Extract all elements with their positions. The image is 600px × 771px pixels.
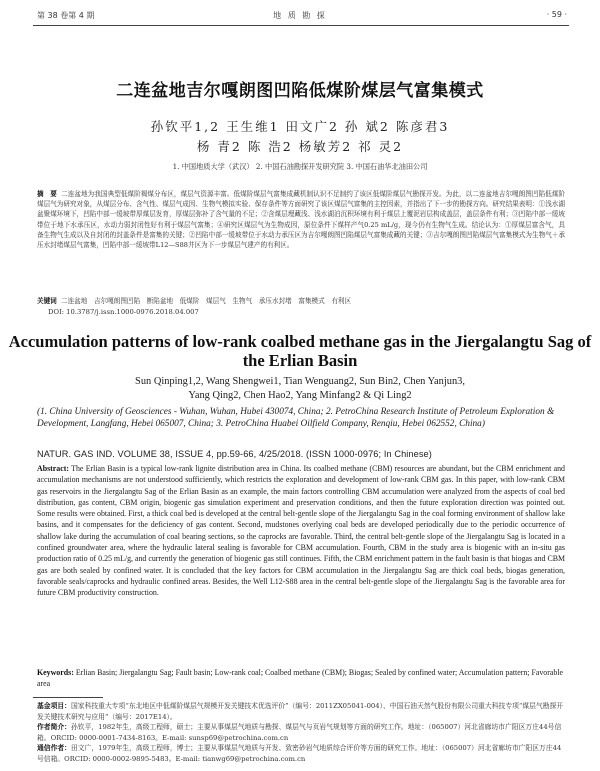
header-rule xyxy=(33,25,569,26)
en-abstract-text: The Erlian Basin is a typical low-rank lignite distribution area in China. Its coalbed methane (CBM) resources are abundant, but the CBM enrichment and accumulation mechanisms are not understood sufficiently, which restricts the exploration and development of low-rank CBM gas. In this paper, with low-rank CBM gas reservoirs in the Jiergalangtu Sag of the Erlian Basin as an example, the main factors controlling CBM accumulation were analyzed from the aspects of coal bed distribution, gas content, CBM origin, biogenic gas simulation experiment and preservation conditions, and then the future exploration direction was pointed out. Some results were obtained. First, a thick coal bed is developed at the central belt-gentle slope of the Jiergalangtu Sag in the coal forming environment of shallow lake basins, and it compensates for the deficiency of gas content. Second, mudstones overlying coal beds are developed periodically due to the periodic occurrence of shallow lake during the accumulation of coal bearing sections, so the caprocks are favorable. Third, the central belt-gentle slope of the Jiergalangtu Sag is located in a confined groundwater area, where the hydraulic lateral sealing is favorable for CBM accumulation. Fourth, CBM in the study area is biogenic with an in-situ gas production ratio of 0.25 mL/g, and currently the generation of biogenic gas still continues. Fifth, the CBM enrichment pattern in the fault basin is that biogas and CBM gas are both sealed by confined water. It is concluded that the key factors for CBM accumulation in the Jiergalangtu Sag are thick coal beds, biogas generation, favorable seals/caprocks and hydraulic confined areas. Besides, the Well L12-S88 area in the central belt-gentle slope of the Jiergalangtu Sag is the favorable area for future CBM productivity construction. xyxy=(37,464,565,598)
cn-affiliations: 1. 中国地质大学（武汉） 2. 中国石油勘探开发研究院 3. 中国石油华北油田公司 xyxy=(172,162,428,171)
citation: NATUR. GAS IND. VOLUME 38, ISSUE 4, pp.59-66, 4/25/2018. (ISSN 1000-0976; In Chinese) xyxy=(37,449,432,459)
en-abstract xyxy=(37,463,565,599)
cn-abstract-text: 二连盆地为我国典型低煤阶褐煤分布区，煤层气资源丰富。低煤阶煤层气富集成藏机制认识不足制约了该区低煤阶煤层气勘探开发。为此，以二连盆地吉尔嘎朗图凹陷低煤阶煤层气为研究对象，从煤层分布、含气性、煤层气成因、生物气模拟实验、保存条件等方面研究了该区煤层气富集的主控因素，并指出了下一步的勘探方向。研究结果表明：①浅水湖盆聚煤环境下，凹陷中部一缓坡带厚煤层发育，厚煤层弥补了含气量的不足；②含煤层埋藏浅、浅水湖泊沉积环境有利于煤层上覆泥岩层构成盖层，盖层条件有利；③凹陷中部一缓坡带位于地下水承压区，水动力弱封闭性好有利于煤层气富集；④研究区煤层气为生物成因，原位条件下煤样产气0.25 mL/g，现今仍有生物气生成。结论认为：①厚煤层富含气，具备生物气生成以及自封闭的封盖条件是富集的关键；②凹陷中部一缓坡带位于水动力承压区为吉尔嘎朗图凹陷煤层气富集成藏的关键；③吉尔嘎朗图凹陷煤层气富集模式为生物气＋承压水封堵煤层气富集，凹陷中部一缓坡带L12—S88井区为下一步煤层气建产的有利区。 xyxy=(37,190,565,250)
cn-abstract-label: 摘 要 xyxy=(37,190,57,198)
en-authors-line2: Yang Qing2, Chen Hao2, Yang Minfang2 & Qi Ling2 xyxy=(188,390,412,401)
en-keywords xyxy=(37,667,565,690)
en-keywords-label: Keywords: xyxy=(37,668,74,677)
footnote-rule xyxy=(33,697,103,698)
cn-authors-line2: 杨 青2 陈 浩2 杨敏芳2 祁 灵2 xyxy=(196,139,404,154)
author-label: 作者简介： xyxy=(37,723,71,732)
en-keywords-text: Erlian Basin; Jiergalangtu Sag; Fault basin; Low-rank coal; Coalbed methane (CBM); Biogas; Sealed by confined water; Accumulation pattern; Favorable area xyxy=(37,668,564,689)
en-affiliations: (1. China University of Geosciences - Wuhan, Wuhan, Hubei 430074, China; 2. PetroChina Research Institute of Petroleum Exploration & Development, Langfang, Hebei 065007, China; 3. PetroChina Huabei Oilfield Company, Renqiu, Hebei 062552, China) xyxy=(37,407,555,429)
en-title: Accumulation patterns of low-rank coalbed methane gas in the Jiergalangtu Sag of the Erlian Basin xyxy=(8,332,592,370)
en-abstract-label: Abstract: xyxy=(37,464,69,473)
en-authors-line1: Sun Qinping1,2, Wang Shengwei1, Tian Wenguang2, Sun Bin2, Chen Yanjun3, xyxy=(135,376,465,387)
cn-keywords-label: 关键词 xyxy=(37,297,57,305)
corr-text: 田文广，1979年生，高级工程师，博士；主要从事煤层气地质与开发、致密砂岩气地质综合评价等方面的研究工作。地址：（065007）河北省廊坊市广阳区万庄44号信箱。ORCID: 0000-0002-9895-5483。E-mail: tianwg69@petrochina.com.cn xyxy=(37,744,562,763)
running-header-page: · 59 · xyxy=(546,10,567,19)
fund-label: 基金项目： xyxy=(37,702,71,710)
corr-label: 通信作者： xyxy=(37,744,71,753)
footnote-author xyxy=(37,722,565,743)
cn-keywords-text: 二连盆地 吉尔嘎朗图凹陷 断陷盆地 低煤阶 煤层气 生物气 承压水封堵 富集模式 有利区 xyxy=(60,297,352,305)
cn-abstract xyxy=(37,189,565,250)
doi: DOI: 10.3787/j.issn.1000-0976.2018.04.007 xyxy=(48,308,199,316)
cn-keywords xyxy=(37,296,565,306)
cn-title: 二连盆地吉尔嘎朗图凹陷低煤阶煤层气富集模式 xyxy=(116,81,484,101)
running-header-journal: 地 质 勘 探 xyxy=(273,11,327,20)
footnote-corresponding xyxy=(37,743,565,764)
cn-authors-line1: 孙钦平1,2 王生维1 田文广2 孙 斌2 陈彦君3 xyxy=(150,119,450,134)
author-text: 孙钦平，1982年生，高级工程师，硕士；主要从事煤层气地质与勘探、煤层气与页岩气规划等方面的研究工作。地址：（065007）河北省廊坊市广阳区万庄44号信箱。ORCID: 0000-0001-7434-8163。E-mail: sunsp69@petrochina.com.cn xyxy=(37,723,562,742)
running-header-issue: 第 38 卷第 4 期 xyxy=(37,11,95,20)
footnote-fund xyxy=(37,701,565,722)
footnotes xyxy=(37,701,565,765)
fund-text: 国家科技重大专项“东北地区中低煤阶煤层气规模开发关键技术优选评价”（编号：2011ZX05041-004）、中国石油天然气股份有限公司重大科技专项“煤层气勘探开发关键技术研究与应用”（编号：2017E14）。 xyxy=(37,702,564,721)
